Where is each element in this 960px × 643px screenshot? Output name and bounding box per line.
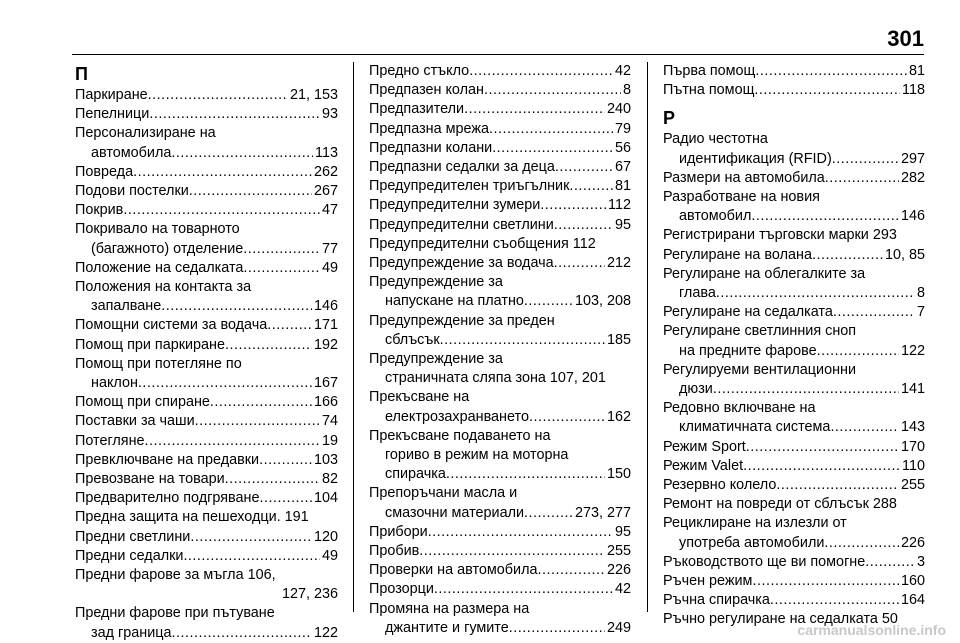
dot-leader — [755, 62, 907, 81]
dot-leader — [484, 81, 621, 100]
dot-leader — [555, 158, 613, 177]
page-reference: 255 — [900, 477, 925, 494]
page-reference: 171 — [313, 317, 338, 334]
dot-leader — [440, 331, 605, 350]
dot-leader — [865, 553, 915, 572]
page-reference: 226 — [900, 534, 925, 551]
index-term: запалване — [91, 298, 162, 315]
section-letter: П — [75, 64, 88, 84]
page-reference: 192 — [313, 336, 338, 353]
dot-leader — [770, 591, 899, 610]
dot-leader — [489, 120, 613, 139]
index-term: Първа помощ — [663, 63, 756, 79]
index-term: Помощни системи за водача — [75, 317, 268, 334]
index-term: Превключване на предавки — [75, 451, 260, 468]
dot-leader — [464, 100, 605, 119]
index-entry — [75, 451, 338, 470]
index-entry — [369, 292, 631, 311]
page-reference: 122 — [900, 342, 925, 359]
index-entry — [663, 150, 925, 169]
index-term: Предупреждение за водача — [369, 255, 554, 272]
index-entry — [663, 303, 925, 322]
page-reference: 160 — [900, 573, 925, 590]
index-term: Поставки за чаши — [75, 413, 195, 430]
index-column-2 — [369, 62, 631, 638]
index-term: Предупредителни зумери — [369, 197, 541, 214]
index-term: Предварително подгряване — [75, 490, 260, 507]
index-entry — [75, 624, 338, 643]
index-term: джантите и гумите — [385, 619, 509, 636]
index-term: климатичната система — [679, 419, 831, 436]
dot-leader — [751, 207, 899, 226]
index-term: глава — [679, 285, 716, 302]
page-reference: 122 — [313, 624, 338, 641]
index-entry-text: Промяна на размера на — [369, 600, 530, 617]
dot-leader — [833, 303, 915, 322]
dot-leader — [830, 418, 899, 437]
index-entry — [663, 591, 925, 610]
dot-leader — [189, 182, 312, 201]
index-entry-text: Предна защита на пешеходци. 191 — [75, 509, 309, 526]
dot-leader — [746, 438, 899, 457]
dot-leader — [743, 457, 900, 476]
page-reference: 255 — [606, 543, 631, 560]
index-entry — [369, 542, 631, 561]
page-reference: 42 — [614, 63, 631, 79]
page-reference: 150 — [606, 466, 631, 483]
index-term: Положение на седалката — [75, 259, 244, 276]
index-term: Проверки на автомобила — [369, 562, 538, 579]
index-entries — [663, 130, 925, 629]
page-reference: 146 — [900, 208, 925, 225]
index-entry — [75, 489, 338, 508]
index-entry-text: Покривало на товарното — [75, 221, 240, 238]
index-term: Помощ при спиране — [75, 394, 210, 411]
index-entry — [663, 81, 925, 100]
index-term: сблъсък — [385, 331, 440, 348]
index-term: Потегляне — [75, 432, 145, 449]
dot-leader — [752, 572, 899, 591]
index-entry — [369, 619, 631, 638]
index-entry-text: Предупредителни съобщения 112 — [369, 235, 596, 252]
dot-leader — [419, 542, 605, 561]
dot-leader — [434, 580, 613, 599]
dot-leader — [145, 432, 320, 451]
index-term: Предпазен колан — [369, 82, 484, 99]
index-entry-text: Предупреждение за — [369, 351, 503, 368]
index-entries — [663, 62, 925, 100]
page-reference: 19 — [321, 432, 338, 449]
index-term: Повреда — [75, 163, 134, 180]
dot-leader — [446, 465, 605, 484]
dot-leader — [754, 81, 900, 100]
index-term: на предните фарове — [679, 342, 817, 359]
index-entry-text: Радио честотна — [663, 131, 768, 148]
page-reference: 146 — [313, 298, 338, 315]
index-entry — [663, 534, 925, 553]
index-term: Ръчна спирачка — [663, 592, 770, 609]
dot-leader — [243, 259, 320, 278]
index-entry — [75, 240, 338, 259]
column-divider — [647, 62, 648, 612]
index-entry — [369, 196, 631, 215]
index-entry — [369, 216, 631, 235]
index-term: идентификация (RFID) — [679, 150, 832, 167]
index-entry — [369, 523, 631, 542]
index-entry — [663, 246, 925, 265]
page-reference: 82 — [321, 471, 338, 488]
index-term: Предно стъкло — [369, 63, 470, 79]
dot-leader — [210, 393, 312, 412]
index-term: Предупредителни светлини — [369, 216, 554, 233]
index-entry-text: гориво в режим на моторна — [385, 447, 569, 464]
dot-leader — [776, 476, 899, 495]
page-reference: 226 — [606, 562, 631, 579]
index-entry — [369, 254, 631, 273]
index-entry — [75, 163, 338, 182]
page-reference: 67 — [614, 159, 631, 176]
index-entry-text: страничната сляпа зона 107, 201 — [385, 370, 606, 387]
dot-leader — [123, 201, 320, 220]
index-term: Предпазни седалки за деца — [369, 159, 555, 176]
dot-leader — [428, 523, 613, 542]
index-term: Ръководството ще ви помогне — [663, 553, 866, 570]
page-reference: 282 — [900, 169, 925, 186]
index-entry — [663, 169, 925, 188]
index-entry — [75, 182, 338, 201]
page-reference: 170 — [900, 438, 925, 455]
dot-leader — [259, 451, 312, 470]
index-term: смазочни материали — [385, 504, 525, 521]
index-entry-text: Предупреждение за — [369, 274, 503, 291]
page-reference: 77 — [321, 240, 338, 257]
index-term: (багажното) отделение — [91, 240, 244, 257]
index-entry — [369, 62, 631, 81]
dot-leader — [243, 240, 320, 259]
index-entry — [663, 342, 925, 361]
dot-leader — [832, 150, 899, 169]
index-term: Предпазна мрежа — [369, 120, 489, 137]
index-term: зад граница — [91, 624, 172, 641]
index-term: употреба автомобили — [679, 534, 825, 551]
index-term: Предпазни колани — [369, 139, 493, 156]
index-entry — [369, 331, 631, 350]
page-reference: 273, 277 — [574, 504, 631, 521]
index-entry — [75, 374, 338, 393]
page-reference: 240 — [606, 101, 631, 118]
index-entry-text: Прекъсване подаването на — [369, 427, 551, 444]
index-entry — [369, 580, 631, 599]
page-reference: 21, 153 — [289, 87, 338, 103]
index-entry — [75, 297, 338, 316]
index-entry-text: Предни фарове при пътуване — [75, 605, 275, 622]
dot-leader — [171, 144, 313, 163]
index-entry-text: Регулируеми вентилационни — [663, 361, 857, 378]
index-term: автомобил — [679, 208, 752, 225]
page-reference: 3 — [916, 553, 925, 570]
page-reference: 56 — [614, 139, 631, 156]
page-reference: 104 — [313, 490, 338, 507]
index-term: дюзи — [679, 381, 713, 398]
index-term: Прибори — [369, 523, 428, 540]
index-entry — [663, 207, 925, 226]
index-entry-text: Предупреждение за преден — [369, 312, 555, 329]
page-reference: 93 — [321, 106, 338, 123]
dot-leader — [537, 561, 605, 580]
index-entry — [369, 158, 631, 177]
index-entry-text: Регулиране светлинния сноп — [663, 323, 857, 340]
index-entry — [663, 553, 925, 572]
page-reference: 8 — [916, 285, 925, 302]
index-term: Регулиране на седалката — [663, 304, 833, 321]
page-reference: 120 — [313, 528, 338, 545]
dot-leader — [183, 547, 320, 566]
index-term: Регулиране на волана — [663, 246, 812, 263]
page-reference: 49 — [321, 259, 338, 276]
page-reference: 297 — [900, 150, 925, 167]
dot-leader — [171, 624, 312, 643]
page-reference: 42 — [614, 581, 631, 598]
index-entry-text: Ръчно регулиране на седалката 50 — [663, 611, 898, 628]
index-entry-text: Предни фарове за мъгла 106, — [75, 567, 276, 584]
page-reference: 249 — [606, 619, 631, 636]
page-reference: 110 — [902, 457, 925, 474]
index-entry — [75, 86, 338, 105]
page-reference: 267 — [313, 183, 338, 200]
index-entry — [663, 457, 925, 476]
page-reference: 81 — [908, 63, 925, 79]
index-entry — [663, 476, 925, 495]
index-term: Пътна помощ — [663, 82, 755, 99]
index-entry — [75, 432, 338, 451]
dot-leader — [529, 408, 605, 427]
index-term: Предни светлини — [75, 528, 191, 545]
page-reference: 118 — [902, 82, 925, 99]
index-term: спирачка — [385, 466, 446, 483]
dot-leader — [149, 105, 320, 124]
section-letter: Р — [663, 108, 676, 129]
index-term: Предпазители — [369, 101, 465, 118]
index-entry — [369, 465, 631, 484]
page-reference: 103 — [313, 451, 338, 468]
index-entry-text: Положения на контакта за — [75, 279, 252, 296]
index-term: напускане на платно — [385, 293, 524, 310]
page-reference: 95 — [614, 523, 631, 540]
dot-leader — [569, 177, 613, 196]
index-entry-text: Помощ при потегляне по — [75, 355, 242, 372]
page-reference: 74 — [321, 413, 338, 430]
index-term: Пробив — [369, 543, 420, 560]
index-entry — [75, 316, 338, 335]
dot-leader — [267, 316, 312, 335]
index-entry-text: Прекъсване на — [369, 389, 470, 406]
index-entry — [369, 100, 631, 119]
header-rule — [72, 54, 924, 55]
dot-leader — [817, 342, 899, 361]
index-term: Помощ при паркиране — [75, 336, 226, 353]
index-entries — [75, 86, 338, 643]
index-column-1 — [75, 62, 338, 643]
index-entry — [663, 438, 925, 457]
dot-leader — [509, 619, 605, 638]
index-entry — [75, 547, 338, 566]
index-entry — [369, 408, 631, 427]
page-reference: 103, 208 — [574, 293, 631, 310]
index-entry-text: Разработване на новия — [663, 189, 820, 206]
page-reference: 167 — [313, 375, 338, 392]
index-term: Покрив — [75, 202, 124, 219]
index-entry — [75, 470, 338, 489]
page-reference: 185 — [606, 331, 631, 348]
index-entry — [75, 259, 338, 278]
index-term: Ръчен режим — [663, 573, 753, 590]
index-term: Подови постелки — [75, 183, 189, 200]
index-entry — [369, 561, 631, 580]
page-reference: 162 — [606, 408, 631, 425]
dot-leader — [225, 470, 320, 489]
page-reference: 164 — [900, 592, 925, 609]
index-page-continuation: 127, 236 — [281, 586, 338, 603]
index-term: електрозахранването — [385, 408, 529, 425]
index-term: автомобила — [91, 144, 172, 161]
dot-leader — [716, 284, 915, 303]
page-reference: 141 — [900, 381, 925, 398]
index-entry — [75, 144, 338, 163]
index-entries — [369, 62, 631, 638]
index-column-3 — [663, 62, 925, 630]
index-entry — [663, 284, 925, 303]
page-reference: 166 — [313, 394, 338, 411]
dot-leader — [713, 380, 899, 399]
index-entry — [663, 418, 925, 437]
page-reference: 95 — [614, 216, 631, 233]
dot-leader — [524, 504, 573, 523]
dot-leader — [524, 292, 573, 311]
index-term: наклон — [91, 375, 138, 392]
index-entry-text: Регистрирани търговски марки 293 — [663, 227, 897, 244]
dot-leader — [138, 374, 312, 393]
index-term: Размери на автомобила — [663, 169, 825, 186]
index-entry — [663, 380, 925, 399]
index-entry — [75, 412, 338, 431]
index-entry — [663, 62, 925, 81]
index-entry — [75, 105, 338, 124]
index-entry — [369, 81, 631, 100]
index-term: Паркиране — [75, 87, 148, 103]
column-divider — [353, 62, 354, 612]
page-reference: 49 — [321, 547, 338, 564]
index-entry-text: Регулиране на облегалките за — [663, 265, 866, 282]
page-number: 301 — [887, 26, 924, 51]
page-reference: 47 — [321, 202, 338, 219]
index-entry — [75, 336, 338, 355]
dot-leader — [133, 163, 312, 182]
index-entry — [369, 177, 631, 196]
dot-leader — [554, 216, 613, 235]
dot-leader — [554, 254, 605, 273]
index-term: Предни седалки — [75, 547, 184, 564]
index-entry — [369, 504, 631, 523]
index-entry — [369, 139, 631, 158]
index-entry-text: Ремонт на повреди от сблъсък 288 — [663, 496, 897, 513]
index-entry — [75, 528, 338, 547]
dot-leader — [161, 297, 312, 316]
page-reference: 79 — [614, 120, 631, 137]
index-term: Прозорци — [369, 581, 434, 598]
index-term: Режим Sport — [663, 438, 746, 455]
page-reference: 112 — [608, 197, 631, 214]
index-entry-text: Персонализиране на — [75, 125, 216, 142]
page-reference: 7 — [916, 304, 925, 321]
index-entry-text: Рециклиране на излезли от — [663, 515, 847, 532]
dot-leader — [824, 534, 899, 553]
index-term: Резервно колело — [663, 477, 777, 494]
dot-leader — [812, 246, 883, 265]
page-reference: 212 — [606, 255, 631, 272]
index-entry-text: Редовно включване на — [663, 400, 816, 417]
index-entry — [369, 120, 631, 139]
page-reference: 262 — [313, 163, 338, 180]
page-reference: 81 — [614, 178, 631, 195]
dot-leader — [259, 489, 312, 508]
index-entry-text: Препоръчани масла и — [369, 485, 518, 502]
index-term: Пепелници — [75, 106, 150, 123]
dot-leader — [225, 336, 312, 355]
dot-leader — [825, 169, 899, 188]
page-reference: 113 — [315, 144, 338, 161]
dot-leader — [492, 139, 613, 158]
page-reference: 8 — [622, 82, 631, 99]
dot-leader — [195, 412, 320, 431]
dot-leader — [148, 86, 288, 105]
index-term: Превозване на товари — [75, 471, 225, 488]
index-entry — [75, 201, 338, 220]
index-entry — [75, 393, 338, 412]
dot-leader — [190, 528, 312, 547]
dot-leader — [469, 62, 613, 81]
page-reference: 143 — [900, 419, 925, 436]
index-entry — [663, 572, 925, 591]
index-term: Предупредителен триъгълник — [369, 178, 570, 195]
page-reference: 10, 85 — [884, 246, 925, 263]
dot-leader — [540, 196, 606, 215]
watermark: carmanualsonline.info — [797, 622, 946, 638]
index-term: Режим Valet — [663, 457, 744, 474]
